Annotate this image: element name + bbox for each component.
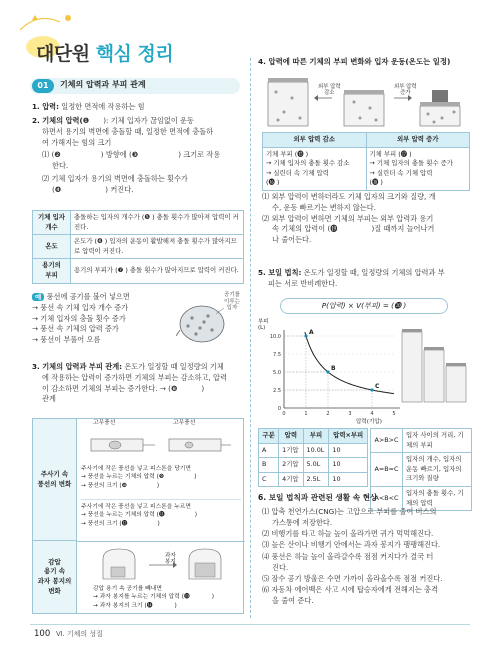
table-row [33,211,244,235]
decrease-line: → 실린더 속 기체 압력 [266,168,329,177]
pressure-increase-cell [366,147,470,190]
balloon-particle-label: 공기를 이루는 입자 [224,292,240,312]
table-row [33,235,244,259]
table-row [259,443,368,458]
table-row [259,458,368,473]
item1-label: 1. 압력: [32,102,59,111]
row-text: 온도가 (❻ ) 입자의 운동이 활발해져 충돌 횟수가 많아지므로 압력이 커진다. [71,235,244,259]
y-tick-label: 2.5 [273,388,281,394]
table-cell: 1기압 [279,443,303,458]
page-title [36,40,173,69]
increase-line: → 실린더 속 기체 압력 [369,168,433,177]
item2-line1: ): 기체 입자가 끊임없이 운동 [103,116,194,125]
increase-line: → 기체 입자의 충돌 횟수 증가 [369,159,453,168]
boyle-formula: P(압력) × V(부피) = (⓴ ) [280,298,448,314]
blank-2: ⑴ (❷ [42,150,61,160]
relation: A=B=C [371,453,403,487]
list-item: ⑹ 자동차 에어백은 사고 시에 탑승자에게 전해지는 충격 [262,585,438,595]
blank-12-close: ) [157,520,160,527]
blank-8: 이 감소하면 기체의 부피는 증가한다. → (❽ [42,383,178,393]
table-cell: 10 [329,443,368,458]
item-gas-pressure [32,116,244,196]
x-tick-label: 0 [282,411,286,417]
pressure-decrease-header: 외부 압력 감소 [263,133,367,148]
section-number: 01 [32,79,54,93]
example-line: → 풍선 속 기체의 압력 증가 [32,324,119,334]
list-item: ⑴ 압축 천연가스(CNG)는 고압으로 부피를 줄여 버스의 [262,507,437,516]
title-highlight: 핵심 정리 [95,43,174,65]
title-main: 대단원 [36,43,90,65]
table-cell: A [259,443,279,458]
x-tick-label: 5 [392,411,396,417]
note-2: ⑵ 외부 압력이 변하면 기체의 부피는 외부 압력과 용기 [262,213,434,223]
example-line: → 기체 입자의 충돌 횟수 증가 [32,313,126,323]
boyle-data-table [258,428,368,487]
point-label: C [375,383,380,390]
section-title: 기체의 압력과 부피 관계 [60,80,146,89]
y-tick-label: 10.0 [269,334,281,340]
section6-title: 6. 보일 법칙과 관련된 생활 속 현상 [258,493,378,502]
table-header: 부피 [303,429,329,444]
page-number: 100 [34,629,51,639]
note-1: ⑴ 외부 압력이 변하더라도 기체 입자의 크기와 질량, 개 [262,192,436,201]
x-tick-label: 4 [370,411,374,417]
note-1b: 수, 운동 빠르기는 변하지 않는다. [272,202,376,212]
pressure-change-table [262,132,470,191]
list-item: ⑷ 풍선은 하늘 높이 올라갈수록 점점 커지다가 결국 터 [262,551,434,561]
blank-9-close: ) [194,474,197,481]
row-label: 온도 [33,235,71,259]
decrease-line: → 기체 입자의 충돌 횟수 감소 [266,159,350,168]
table-cell: 2.5L [303,472,329,487]
experiment-table [32,418,244,614]
syringe-illustration [85,423,235,463]
example-line: → 풍선이 부풀어 오름 [32,335,101,345]
note-2c: )질 때까지 늘어나거 [371,224,435,234]
table-cell: 5.0L [303,458,329,473]
row-text: 용기의 부피가 (❼ ) 충돌 횟수가 많아지므로 압력이 커진다. [71,259,244,283]
table-cell: 10 [329,472,368,487]
balloon-example [32,292,182,346]
item2-line2: 하면서 용기의 벽면에 충돌할 때, 일정한 면적에 충돌하 [42,126,214,136]
relation-desc: 입자 사이의 거리, 기체의 부피 [403,429,472,453]
item3-label: 3. 기체의 압력과 부피 관계: [32,362,123,371]
vacuum-row-label: 감압 용기 속 과자 봉지의 변화 [33,541,77,613]
boyle-law [258,268,472,290]
list-item: ⑵ 비행기를 타고 하늘 높이 올라가면 귀가 먹먹해진다. [262,529,434,539]
cylinder [446,366,466,402]
balloon-label-left: 고무풍선 [93,420,116,426]
syringe-pull-text [81,465,241,490]
syringe-row-label: 주사기 속 풍선의 변화 [33,419,77,541]
relation: A<B<C [371,487,403,511]
list-item: ⑶ 높은 산이나 비행기 안에서는 과자 봉지가 팽팽해진다. [262,540,441,550]
cylinder [424,350,444,402]
footer-section: Ⅵ. 기체의 성질 [56,630,103,638]
item3-line3b: ) [201,383,205,393]
row-label: 기체 입자 개수 [33,211,71,235]
chart-y-label: 부피 (L) [258,319,269,331]
blank-18: (⓲ ) [369,178,383,187]
item2-sub1c: ) 크기로 작용 [178,150,221,160]
item2-sub1d: 한다. [52,161,69,171]
item-pressure [32,102,145,113]
point-label: B [331,365,336,372]
y-tick-label: 7.5 [273,352,281,358]
row-text: 충돌하는 입자의 개수가 (❺ ) 충돌 횟수가 많아져 압력이 커진다. [71,211,244,235]
row-label: 용기의 부피 [33,259,71,283]
x-tick-label: 2 [326,411,330,417]
blank-3: ) 방향에 (❸ [100,150,139,160]
balloon-label-right: 고무풍선 [173,420,196,426]
example-line: → 풍선 속 기체 입자 개수 증가 [32,302,129,312]
blank-12: → 풍선의 크기 (⓬ [81,520,128,527]
relation-desc: 입자의 개수, 입자의 운동 빠르기, 입자의 크기와 질량 [403,453,472,487]
blank-9: → 풍선을 누르는 기체의 압력 (❾ [81,474,165,481]
syringe-pull-line: 주사기에 작은 풍선을 넣고 피스톤을 당기면 [81,466,192,472]
x-tick-label: 3 [348,411,352,417]
data-point [370,388,373,391]
y-tick-label: 5.0 [273,370,281,376]
table-header: 압력 [279,429,303,444]
blank-13-close: ) [211,594,215,601]
item-pressure-volume [32,362,244,405]
blank-14: → 과자 봉지의 크기 (⓮ [93,602,153,609]
blank-15: 기체 부피 (⓯ ) [266,149,309,158]
list-item: 을 줄여 준다. [272,596,314,606]
section6-list [262,506,474,606]
syringe-push-text [81,503,241,528]
list-item: 가스통에 저장한다. [272,518,333,528]
section4-title: 4. 압력에 따른 기체의 부피 변화와 입자 운동(온도는 일정) [258,57,451,66]
piston [402,329,422,332]
item1-text: 일정한 면적에 작용하는 힘 [59,102,145,111]
blank-11-close: ) [194,512,197,519]
blank-14-close: ) [174,602,177,609]
boyle-curve [305,332,394,393]
table-header: 구분 [259,429,279,444]
boyle-label: 5. 보일 법칙: [258,268,302,277]
piston [446,363,466,366]
chart-x-label: 압력(기압) [356,419,382,425]
relation-desc: 입자의 충돌 횟수, 기체의 압력 [403,487,472,511]
pressure-decrease-arrow-label: 외부 압력 감소 [318,84,341,97]
table-header: 압력×부피 [329,429,368,444]
blank-10-close: ) [156,482,160,489]
pressure-increase-header: 외부 압력 증가 [366,133,470,148]
column-divider [250,58,251,618]
blank-11: → 풍선을 누르는 기체의 압력 (⓫ [81,512,165,519]
table-cell: 2기압 [279,458,303,473]
blank-4: (❹ [52,184,62,194]
pressure-factors-table [32,210,244,284]
boyle-text2: 피는 서로 반비례한다. [268,278,338,288]
point-label: A [309,329,314,336]
pressure-increase-arrow-label: 외부 압력 증가 [394,84,417,97]
table-cell: 10 [329,458,368,473]
item2-sub2a: ⑵ 기체 입자가 용기의 벽면에 충돌하는 횟수가 [42,173,188,183]
boyle-chart [262,322,472,418]
piston-cylinders-illustration [262,68,468,128]
item2-sub2c: ) 커진다. [105,184,134,194]
item2-label: 2. 기체의 압력( [32,116,83,125]
item3-line1: 온도가 일정할 때 일정량의 기체 [122,362,224,371]
section4-notes [262,192,474,246]
blank-13: → 과자 봉지를 누르는 기체의 압력 (⓭ [93,594,190,601]
vacuum-text [93,585,243,610]
pressure-decrease-cell [263,147,367,190]
example-line: 풍선에 공기를 불어 넣으면 [46,292,130,301]
table-row [371,453,472,487]
table-row [33,259,244,283]
boyle-relation-table [370,428,472,511]
list-item: 진다. [272,562,289,572]
item3-line2: 에 작용하는 압력이 증가하면 기체의 부피는 감소하고, 압력 [42,372,227,382]
note-2d: 나 줄어든다. [272,235,312,245]
table-row [259,472,368,487]
table-cell: 10.0L [303,443,329,458]
title-decoration [18,8,88,38]
relation: A>B>C [371,429,403,453]
table-cell: C [259,472,279,487]
item2-line3: 여 가해지는 힘의 크기 [42,137,112,147]
data-point [304,334,307,337]
y-tick-label: 0 [277,406,281,412]
vacuum-container-illustration [93,545,233,583]
vacuum-line: 감압 용기 속 공기를 빼내면 [93,586,162,592]
table-cell: B [259,458,279,473]
table-cell: 4기압 [279,472,303,487]
blank-10: → 풍선의 크기 (❿ [81,482,127,489]
cylinder [402,332,422,402]
example-badge: 예 [32,293,44,301]
boyle-text: 온도가 일정할 때, 일정량의 기체의 압력과 부 [301,268,445,277]
data-point [326,370,329,373]
syringe-push-line: 주사기에 작은 풍선을 넣고 피스톤을 누르면 [81,504,192,510]
piston [424,347,444,350]
table-row [371,429,472,453]
snack-bag-label: 과자 봉지 [165,553,176,566]
blank-17: 기체 부피 (⓱ ) [369,149,412,158]
item3-line4: 관계 [42,394,56,404]
list-item: ⑸ 잠수 공기 방울은 수면 가까이 올라올수록 점점 커진다. [262,573,443,583]
footer-rule [30,624,470,625]
blank-16: (⓰ ) [266,178,280,187]
blank-19: 속 기체의 압력이 (⓳ [272,224,338,234]
x-tick-label: 1 [304,411,308,417]
blank-1: ❶ [82,116,90,125]
